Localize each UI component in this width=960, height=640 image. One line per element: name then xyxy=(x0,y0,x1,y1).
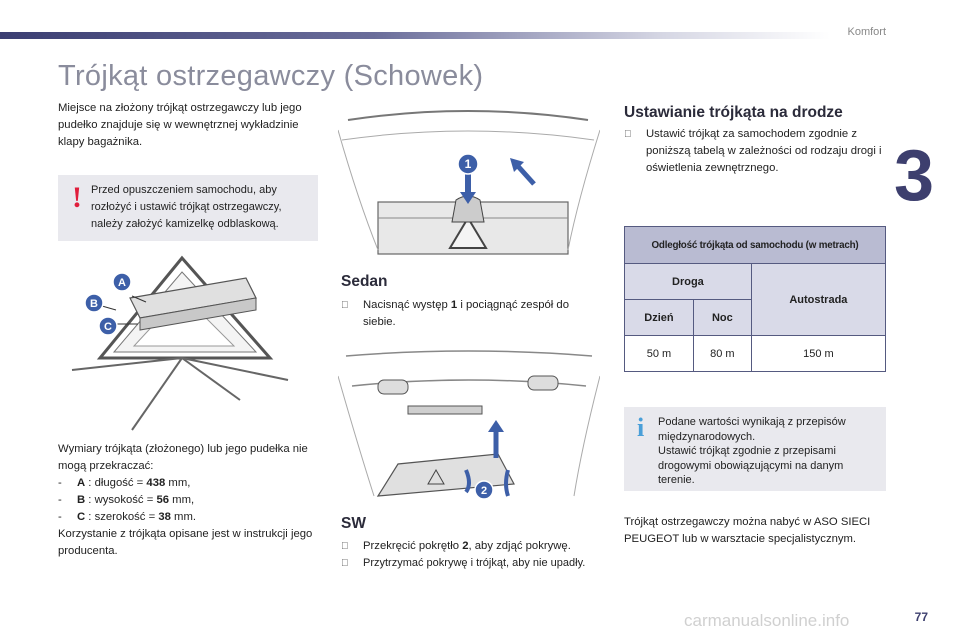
header-bar xyxy=(0,32,830,39)
chapter-number: 3 xyxy=(893,136,934,216)
placement-heading: Ustawianie trójkąta na drodze xyxy=(624,104,843,121)
sedan-illustration xyxy=(338,100,600,264)
callout-2-badge xyxy=(475,481,493,499)
watermark: carmanualsonline.info xyxy=(684,611,850,630)
day-header: Dzień xyxy=(625,300,694,336)
label-a: A xyxy=(118,277,126,289)
page-number: 77 xyxy=(914,610,928,624)
night-value: 80 m xyxy=(693,336,751,372)
label-c: C xyxy=(104,321,112,333)
section-title: Komfort xyxy=(847,26,886,38)
sw-step-1: Przekręcić pokrętło 2, aby zdjąć pokrywę. xyxy=(363,540,571,552)
sedan-step: Nacisnąć występ 1 i pociągnąć zespół do siebie. xyxy=(363,299,569,328)
sw-step-2: Przytrzymać pokrywę i trójkąt, aby nie upadły. xyxy=(363,557,586,569)
day-value: 50 m xyxy=(625,336,694,372)
placement-step: Ustawić trójkąt za samochodem zgodnie z poniższą tabelą w zależności od rodzaju drogi i oświetlenia zewnętrznego. xyxy=(646,128,882,174)
callout-1-badge xyxy=(458,154,478,174)
sw-heading: SW xyxy=(341,515,366,532)
label-b-badge xyxy=(85,294,103,312)
info-box xyxy=(624,407,886,491)
sedan-heading: Sedan xyxy=(341,273,388,290)
page-title: Trójkąt ostrzegawczy (Schowek) xyxy=(58,60,484,92)
dimension-a: - A : długość = 438 mm, xyxy=(58,477,191,489)
sedan-callout: 1 xyxy=(464,157,472,171)
triangle-illustration xyxy=(62,250,312,435)
dimensions-outro: Korzystanie z trójkąta opisane jest w instrukcji jego producenta. xyxy=(58,528,313,557)
dimension-b: - B : wysokość = 56 mm, xyxy=(58,494,195,506)
sw-illustration xyxy=(338,346,600,506)
dimensions-intro: Wymiary trójkąta (złożonego) lub jego pudełka nie mogą przekraczać: xyxy=(58,443,308,472)
label-b: B xyxy=(90,298,98,310)
label-c-badge xyxy=(99,317,117,335)
distance-table xyxy=(624,226,886,372)
warning-box xyxy=(58,175,318,241)
dimension-c: - C : szerokość = 38 mm. xyxy=(58,511,197,523)
highway-header: Autostrada xyxy=(751,264,885,336)
warning-text: Przed opuszczeniem samochodu, aby rozłożyć i ustawić trójkąt ostrzegawczy, należy założyć kamizelkę odblaskową. xyxy=(91,184,282,230)
label-a-badge xyxy=(113,273,131,291)
dimensions-block xyxy=(58,441,316,560)
warning-icon: ! xyxy=(72,181,82,214)
road-header: Droga xyxy=(625,264,752,300)
highway-value: 150 m xyxy=(751,336,885,372)
intro-text: Miejsce na złożony trójkąt ostrzegawczy lub jego pudełko znajduje się w wewnętrznej wykładzinie klapy bagażnika. xyxy=(58,102,302,148)
info-text: Podane wartości wynikają z przepisów międzynarodowych. Ustawić trójkąt zgodnie z przepisami drogowymi obowiązującymi na danym terenie. xyxy=(658,416,846,486)
sw-callout: 2 xyxy=(480,485,488,497)
purchase-text: Trójkąt ostrzegawczy można nabyć w ASO SIECI PEUGEOT lub w warsztacie specjalistycznym. xyxy=(624,516,871,545)
info-icon: i xyxy=(637,413,645,442)
night-header: Noc xyxy=(693,300,751,336)
distance-table-header: Odległość trójkąta od samochodu (w metrach) xyxy=(625,227,886,264)
